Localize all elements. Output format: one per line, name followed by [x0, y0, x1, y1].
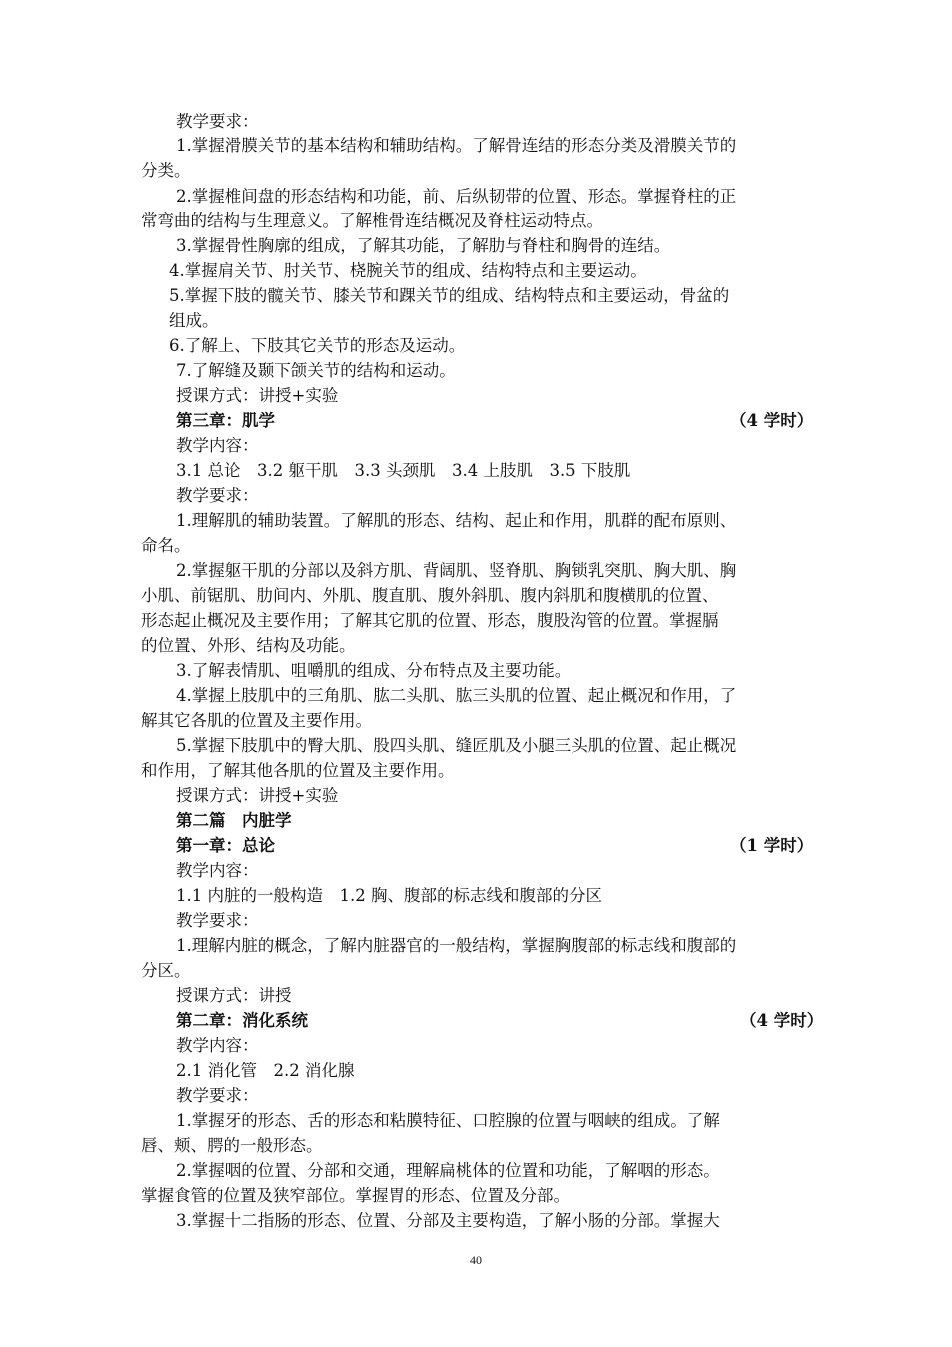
chapter-hours: （4 学时） [730, 411, 814, 430]
text-line: 命名。 [141, 536, 191, 555]
text-line: 教学要求： [176, 1086, 259, 1105]
text-line: 掌握食管的位置及狭窄部位。掌握胃的形态、位置及分部。 [141, 1186, 570, 1205]
text-line: 4.掌握上肢肌中的三角肌、肱二头肌、肱三头肌的位置、起止概况和作用，了 [176, 686, 737, 705]
text-line: 形态起止概况及主要作用；了解其它肌的位置、形态，腹股沟管的位置。掌握膈 [141, 611, 719, 630]
text-line: 2.掌握咽的位置、分部和交通，理解扁桃体的位置和功能，了解咽的形态。 [176, 1161, 720, 1180]
text-line: 分区。 [141, 961, 191, 980]
text-line: 和作用，了解其他各肌的位置及主要作用。 [141, 761, 455, 780]
text-line: 教学内容： [176, 436, 259, 455]
text-line: 组成。 [169, 311, 219, 330]
chapter-heading: 第二章：消化系统 [176, 1011, 308, 1030]
text-line: 1.掌握滑膜关节的基本结构和辅助结构。了解骨连结的形态分类及滑膜关节的 [176, 136, 737, 155]
text-line: 授课方式：讲授+实验 [176, 386, 339, 405]
text-line: 7.了解缝及颞下颌关节的结构和运动。 [176, 361, 456, 380]
text-line: 6.了解上、下肢其它关节的形态及运动。 [169, 336, 466, 355]
text-line: 授课方式：讲授+实验 [176, 786, 339, 805]
text-line: 解其它各肌的位置及主要作用。 [141, 711, 372, 730]
text-line: 2.掌握椎间盘的形态结构和功能，前、后纵韧带的位置、形态。掌握脊柱的正 [176, 187, 737, 206]
chapter-hours: （4 学时） [740, 1011, 824, 1030]
text-line: 常弯曲的结构与生理意义。了解椎骨连结概况及脊柱运动特点。 [141, 211, 603, 230]
text-line: 3.掌握骨性胸廓的组成，了解其功能，了解肋与脊柱和胸骨的连结。 [176, 236, 671, 255]
text-line: 3.了解表情肌、咀嚼肌的组成、分布特点及主要功能。 [176, 661, 572, 680]
text-line: 教学内容： [176, 861, 259, 880]
text-line: 教学要求： [176, 911, 259, 930]
text-line: 5.掌握下肢肌中的臀大肌、股四头肌、缝匠肌及小腿三头肌的位置、起止概况 [176, 736, 737, 755]
text-line: 分类。 [141, 161, 191, 180]
text-line: 教学要求： [176, 112, 259, 131]
chapter-hours: （1 学时） [730, 836, 814, 855]
text-line: 1.理解内脏的概念，了解内脏器官的一般结构，掌握胸腹部的标志线和腹部的 [176, 936, 737, 955]
text-line: 1.理解肌的辅助装置。了解肌的形态、结构、起止和作用，肌群的配布原则、 [176, 511, 737, 530]
text-line: 2.1 消化管 2.2 消化腺 [176, 1061, 355, 1080]
text-line: 5.掌握下肢的髋关节、膝关节和踝关节的组成、结构特点和主要运动，骨盆的 [169, 286, 730, 305]
chapter-heading: 第三章：肌学 [176, 411, 275, 430]
text-line: 3.掌握十二指肠的形态、位置、分部及主要构造，了解小肠的分部。掌握大 [176, 1211, 720, 1230]
text-line: 教学要求： [176, 486, 259, 505]
page-number: 40 [470, 1253, 482, 1267]
chapter-heading: 第一章：总论 [176, 836, 275, 855]
text-line: 1.1 内脏的一般构造 1.2 胸、腹部的标志线和腹部的分区 [176, 886, 602, 905]
text-line: 授课方式：讲授 [176, 986, 292, 1005]
text-line: 1.掌握牙的形态、舌的形态和粘膜特征、口腔腺的位置与咽峡的组成。了解 [176, 1111, 720, 1130]
text-line: 3.1 总论 3.2 躯干肌 3.3 头颈肌 3.4 上肢肌 3.5 下肢肌 [176, 461, 631, 480]
part-heading: 第二篇 内脏学 [176, 811, 292, 830]
text-line: 教学内容： [176, 1036, 259, 1055]
text-line: 的位置、外形、结构及功能。 [141, 636, 356, 655]
text-line: 小肌、前锯肌、肋间内、外肌、腹直肌、腹外斜肌、腹内斜肌和腹横肌的位置、 [141, 586, 719, 605]
text-line: 4.掌握肩关节、肘关节、桡腕关节的组成、结构特点和主要运动。 [169, 261, 647, 280]
text-line: 2.掌握躯干肌的分部以及斜方肌、背阔肌、竖脊肌、胸锁乳突肌、胸大肌、胸 [176, 561, 737, 580]
text-line: 唇、颊、腭的一般形态。 [141, 1136, 323, 1155]
